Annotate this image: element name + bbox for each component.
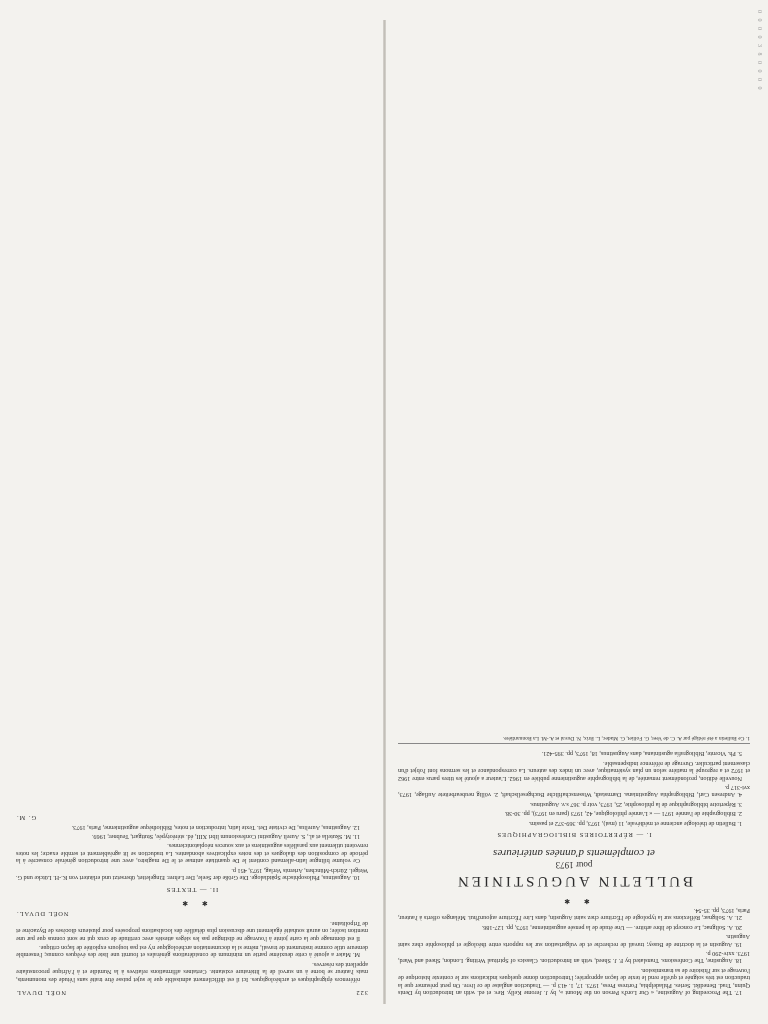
- entry: 12. Augustinus, Aurelius, De civitate Dei. Texte latin, introduction et notes, Bibliothèque augustinienne, Paris, 1973.: [71, 823, 360, 831]
- separator-stars: ✱ ✱: [558, 896, 590, 905]
- entry: références épigraphiques et archéologiques. Ici il est difficilement admissible que le sujet puisse être traité sans l'étude des monuments, mais l'auteur se borne à un survol de la littérature existante. Certaines affirmations relatives à la Numidie et à l'Afrique proconsulaire appellent des réserves.: [16, 960, 368, 983]
- signature: NOËL DUVAL.: [16, 910, 69, 918]
- right-page: [16, 28, 368, 996]
- entry: 10. Augustinus, Philosophische Spätdialoge. Die Größe der Seele, Der Lehrer. Eingeleitet, übersetzt und erläutert von K.-H. Lütcke und G. Weigel. Zürich-München, Artemis Verlag, 1973, 451 p.: [16, 866, 368, 882]
- entry: 21. A. Solignac, Réflexions sur la typologie de l'Écriture chez saint Augustin, dans Lire l'Écriture aujourd'hui. Mélanges offerts à l'auteur, Paris, 1973, pp. 35-54.: [398, 906, 750, 922]
- bulletin-subtitle: et compléments d'années antérieures: [493, 847, 655, 860]
- entry: Il est dommage que la carte jointe à l'ouvrage ne distingue pas les sièges attestés avec certitude de ceux qui ne sont connus que par une mention isolée; on aurait souhaité également une discussion plus détaillée des localisations proposées pour plusieurs diocèses de Byzacène et de Tripolitaine.: [16, 919, 368, 942]
- right-bottom-entries: [16, 823, 368, 881]
- section-heading-bibliographies: I. — RÉPERTOIRES BIBLIOGRAPHIQUES: [496, 831, 652, 839]
- separator-stars: ✱ ✱: [176, 898, 208, 907]
- entry: 4. Andresen Carl, Bibliographia Augustiniana. Darmstadt, Wissenschaftliche Buchgesellschaft, 2. völlig neubearbeitete Auflage, 1973, xvi-317 p.: [398, 784, 750, 799]
- running-author: NOËL DUVAL: [16, 989, 66, 996]
- margin-scan-mark: 0 0 0 0 3 8 0 0 0 0: [756, 10, 762, 92]
- entry: 11. M. Skutella et al., S. Aureli Augustini Confessionum libri XIII, éd. stéréotypée, Stuttgart, Teubner, 1969.: [91, 833, 360, 841]
- entry: 18. Augustine, The Confessions. Translated by F. J. Sheed, with an Introduction. Classics of Spiritual Writing. London, Sheed and Ward, 1973. xxiv-290 p.: [398, 949, 750, 965]
- bulletin-year: pour 1973: [555, 860, 593, 871]
- section-heading-texts: II. — TEXTES: [165, 885, 219, 893]
- entry: M. Maier a ajouté à cette deuxième partie un minimum de considérations générales et fournit une liste des évêques connus; l'ensemble demeure utile comme instrument de travail, même si la documentation archéologique n'y est pas toujours exploitée de façon critique.: [16, 943, 368, 959]
- entry: 20. A. Solignac, Le concept de libre arbitre. — Une étude de la pensée augustinienne, 1973, pp. 127-186.: [481, 923, 742, 931]
- footnote: 1. Ce Bulletin a été rédigé par A. C. de Veer, G. Folliet, G. Madec, L. Brix, N. Duval et A.-M. La Bonnardière.: [398, 734, 750, 744]
- entry: 3. Répertoire bibliographique de la philosophie, 25, 1973, voir p. 367 s.v. Augustinus.: [529, 800, 742, 808]
- entry: Nouvelle édition, profondément remaniée, de la bibliographie augustinienne publiée en 1962. L'auteur a ajouté les titres parus entre 1962 et 1972 et a regroupé la matière selon un plan systématique, avec un index des auteurs. La correspondance et les sermons font l'objet d'un classement particulier. Ouvrage de référence indispensable.: [398, 759, 750, 782]
- left-top-entries: [398, 907, 750, 996]
- entry: 19. Augustin et la doctrine de Bussy; travail de recherche et de vulgarisation sur les rapports entre théologie et philosophie chez saint Augustin.: [398, 933, 750, 948]
- entry: 2. Bibliographie de l'année 1971 — « L'année philologique, 42, 1973 (paru en 1973), pp. 30-38.: [504, 810, 742, 818]
- right-top-entries: [16, 919, 368, 982]
- left-page: [398, 28, 750, 996]
- entry: Ce volume bilingue latin-allemand contient le De quantitate animae et le De magistro, avec une introduction générale consacrée à la période de composition des dialogues et des notes explicatives abondantes. La traduction se lit agréablement et semble exacte; les notes renvoient utilement aux parallèles augustiniens et aux sources néoplatoniciennes.: [16, 842, 368, 865]
- entry: 5. Ph. Vicente, Bibliografía agustiniana, dans Augustinus, 18, 1973, pp. 395-421.: [541, 750, 742, 758]
- entry: 1. Bulletin de théologie ancienne et médiévale, 11 (mai), 1973, pp. 369-372 et passim.: [528, 819, 742, 827]
- entry: 17. The Proceeding of Augustine, « Our Lord's Person on the Mount », by J. Jerome Kelly. Rev. et ed. with an Introduction by Denis Quinn, Trad. Benedikt. Series. Philadelphia, Fortress Press, 1973. 17, 1. 413 p. — Traduction anglaise de ce livre. On peut présumer que la traduction est très soignée et qu'elle rend le texte de façon appropriée; l'introduction donne quelques indications sur le contexte historique de l'ouvrage et sur l'histoire de sa transmission.: [398, 966, 750, 996]
- signature: G. M.: [16, 814, 37, 822]
- running-header: [16, 989, 368, 996]
- left-bottom-entries: [398, 750, 750, 827]
- page-number: 322: [355, 989, 368, 996]
- bulletin-title: BULLETIN AUGUSTINIEN: [455, 873, 693, 890]
- book-gutter: [383, 20, 386, 1004]
